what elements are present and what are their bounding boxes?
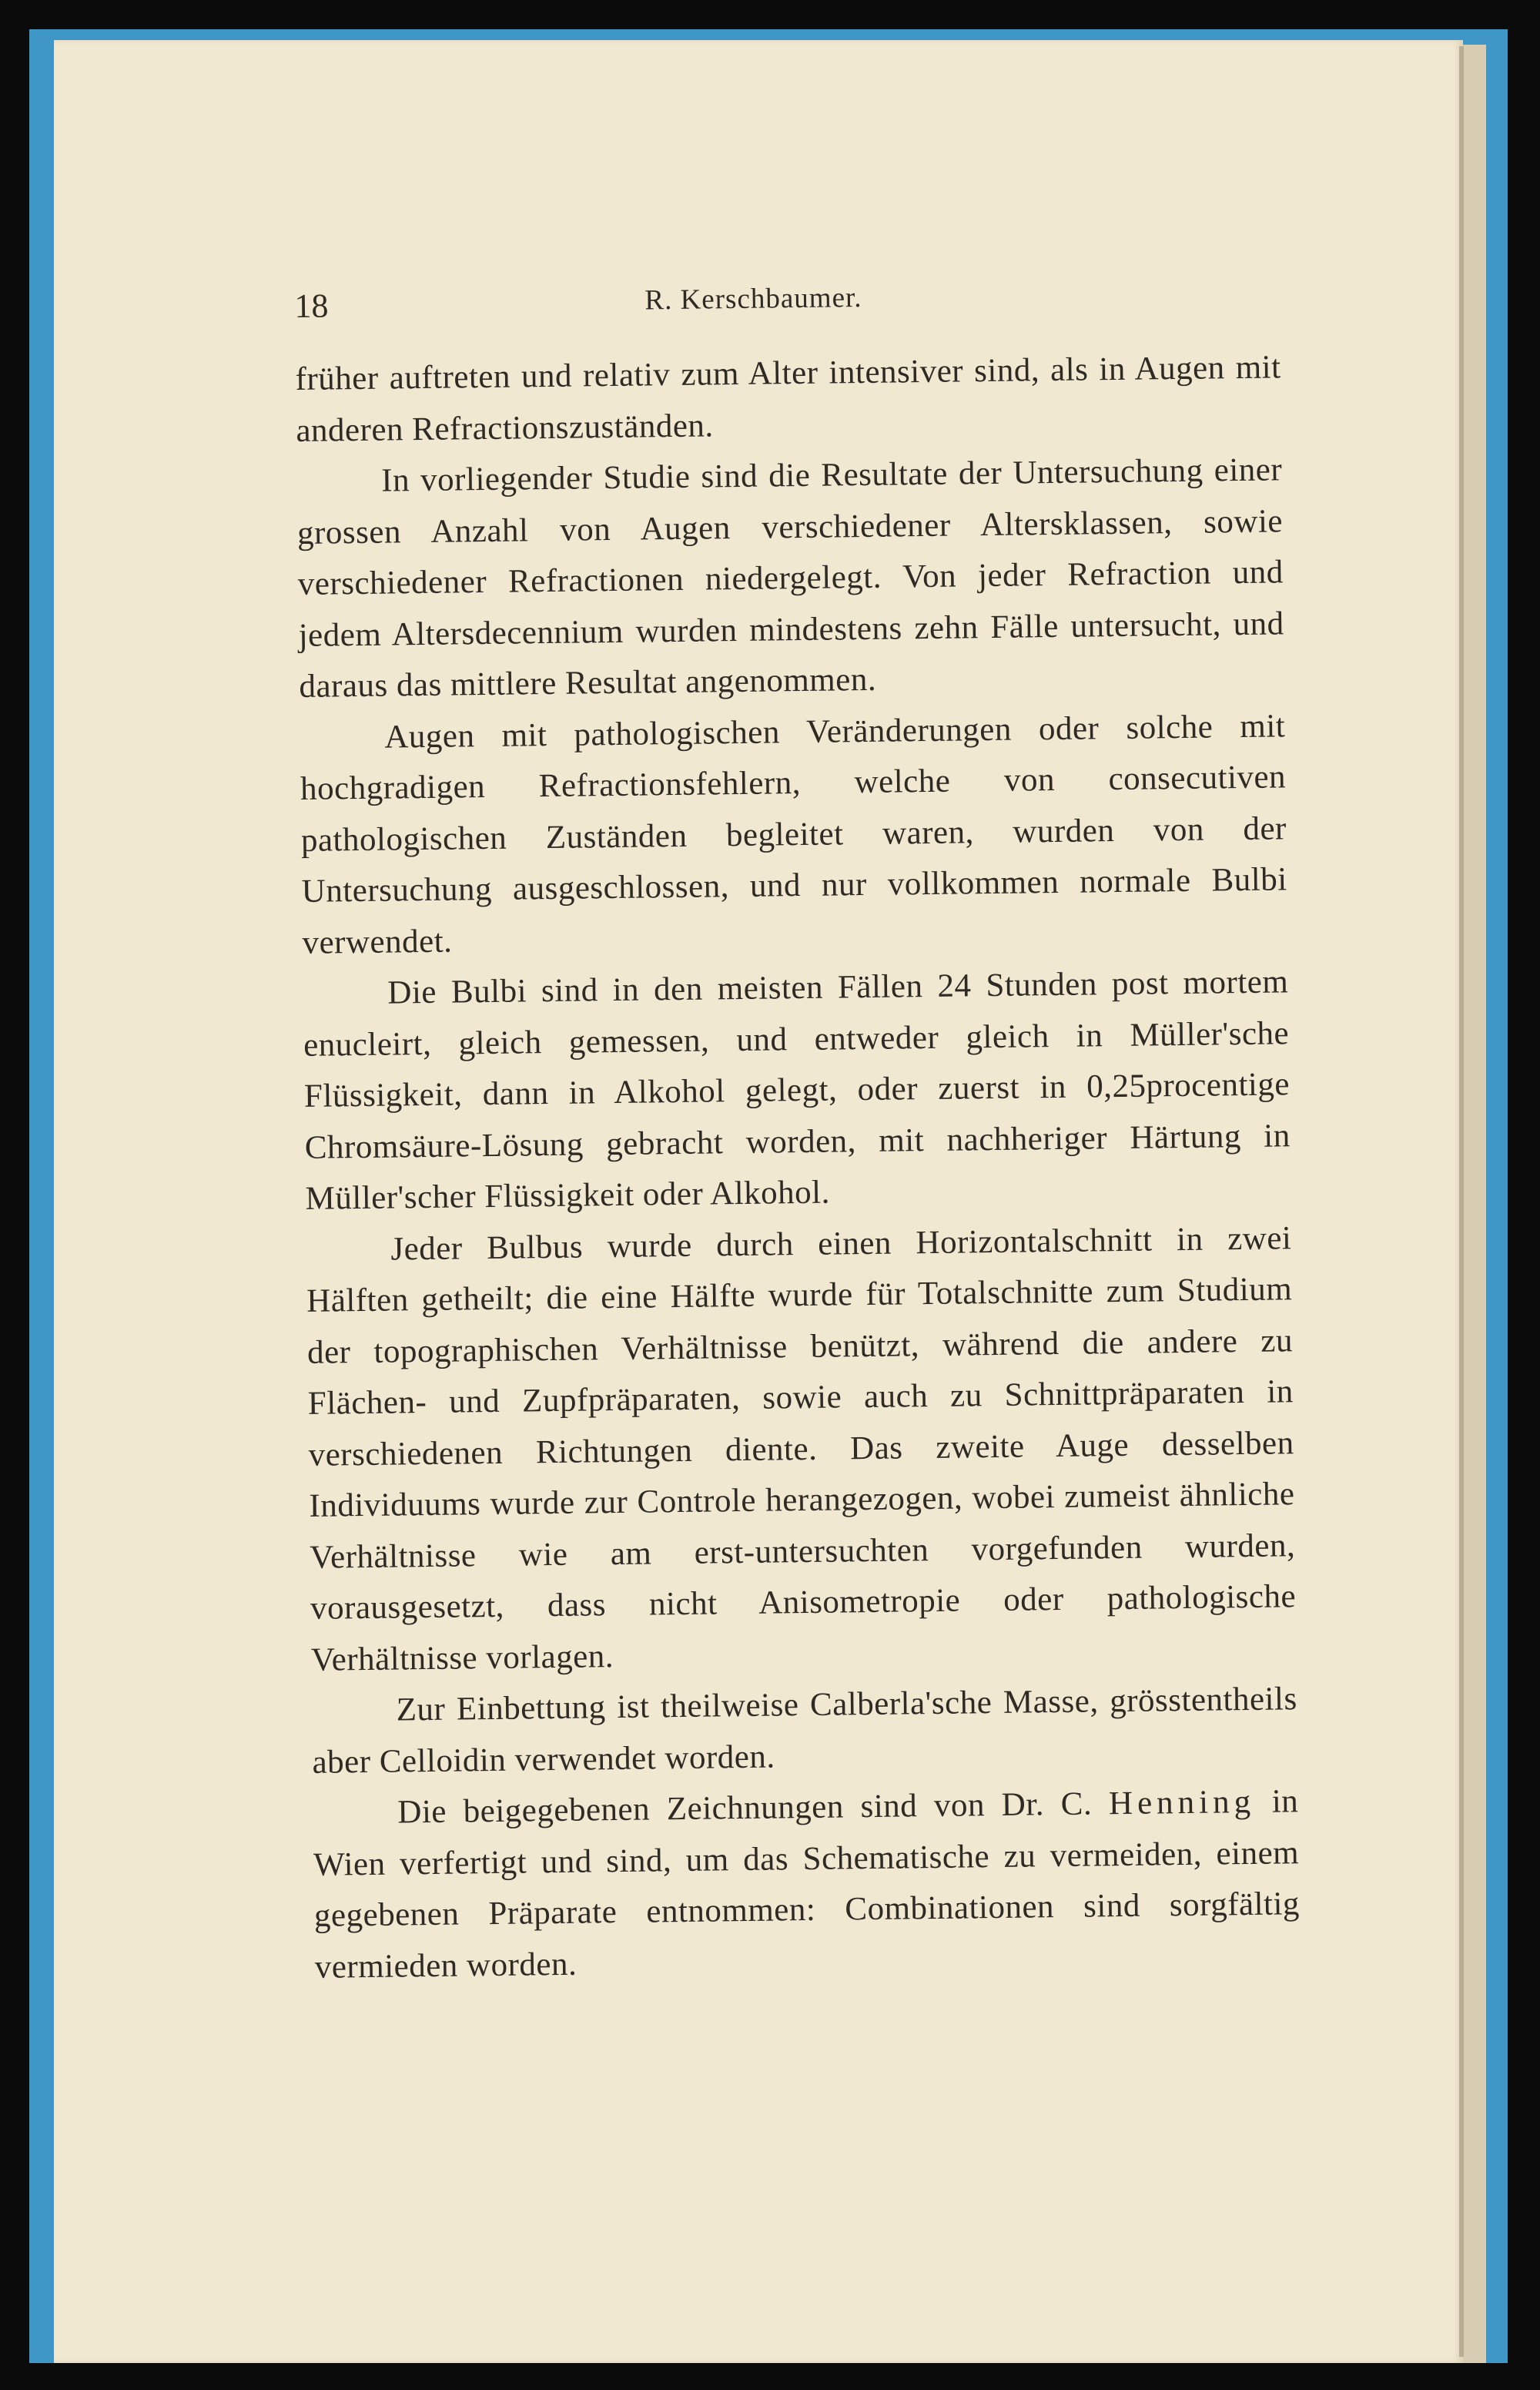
paragraph-6: Zur Einbettung ist theilweise Calberla'sche Masse, grösstentheils aber Celloidin verwendet worden. <box>312 1681 1297 1781</box>
running-head: R. Kerschbaumer. <box>644 281 862 317</box>
paragraph-4: Die Bulbi sind in den meisten Fällen 24 Stunden post mortem enucleirt, gleich gemessen, und entweder gleich in Müller'sche Flüssigkeit, dann in Alkohol gelegt, oder zuerst in 0,25procentige Chromsäure-Lösung gebracht worden, mit nachheriger Härtung in Müller'scher Flüssigkeit oder Alkohol. <box>303 964 1291 1217</box>
page-header <box>294 265 1281 354</box>
paragraph-5: Jeder Bulbus wurde durch einen Horizontalschnitt in zwei Hälften getheilt; die eine Hälfte wurde für Totalschnitte zum Studium der topographischen Verhältnisse benützt, während die andere zu Flächen- und Zupfpräparaten, sowie auch zu Schnittpräparaten in verschiedenen Richtungen diente. Das zweite Auge desselben Individuums wurde zur Controle herangezogen, wobei zumeist ähnliche Verhältnisse wie am erst-untersuchten vorgefunden wurden, vorausgesetzt, dass nicht Anisometropie oder pathologische Verhältnisse vorlagen. <box>306 1219 1297 1678</box>
paragraph-7-end: in Wien verfertigt und sind, um das Schematische zu vermeiden, einem gegebenen Präparate entnommen: Combinationen sind sorgfältig vermieden worden. <box>313 1783 1301 1986</box>
page-edge <box>1459 46 1464 2357</box>
paragraph-7-start: Die beigegebenen Zeichnungen sind von Dr. C. <box>397 1785 1110 1831</box>
page-content <box>294 265 1301 1993</box>
author-name-henning: Henning <box>1108 1783 1256 1822</box>
paragraph-7 <box>313 1776 1301 1993</box>
body-text <box>295 342 1301 1993</box>
paragraph-2: In vorliegender Studie sind die Resultate der Untersuchung einer grossen Anzahl von Augen verschiedener Altersklassen, sowie verschiedener Refractionen niedergelegt. Von jeder Refraction und jedem Altersdecennium wurden mindestens zehn Fälle untersucht, und daraus das mittlere Resultat angenommen. <box>296 451 1284 705</box>
page-number: 18 <box>294 287 329 325</box>
paragraph-1: früher auftreten und relativ zum Alter intensiver sind, als in Augen mit anderen Refractionszuständen. <box>295 349 1281 449</box>
paragraph-3: Augen mit pathologischen Veränderungen oder solche mit hochgradigen Refractionsfehlern, welche von consecutiven pathologischen Zuständen begleitet waren, wurden von der Untersuchung ausgeschlossen, und nur vollkommen normale Bulbi verwendet. <box>300 707 1287 961</box>
